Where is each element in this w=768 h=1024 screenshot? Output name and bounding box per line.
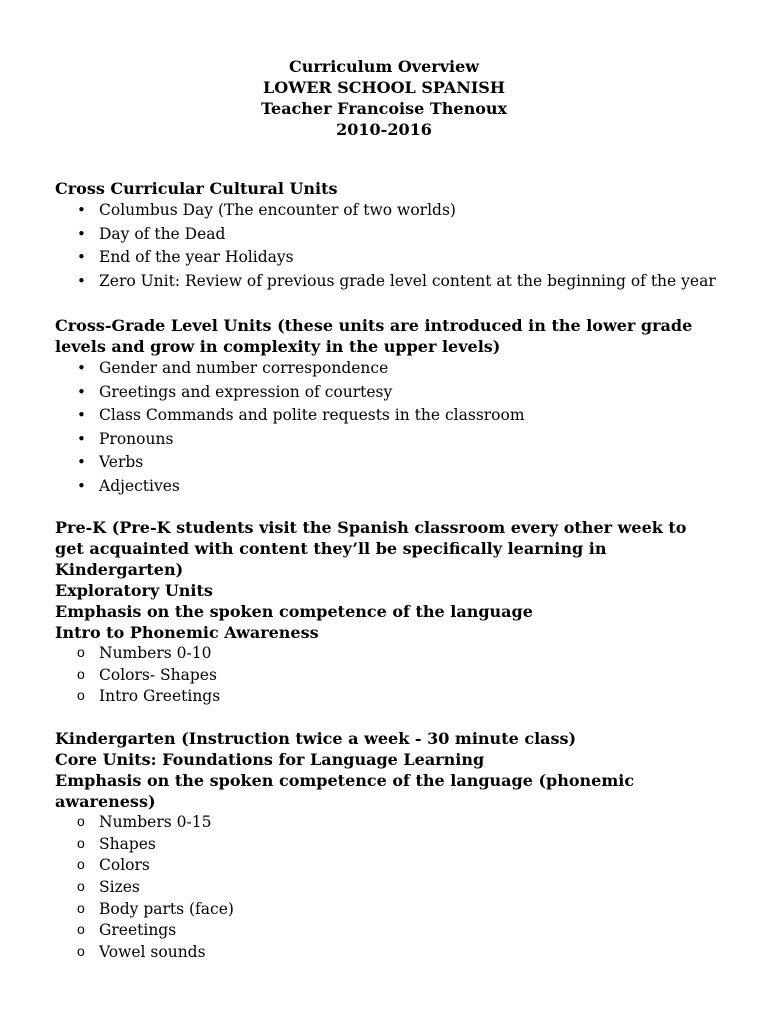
kindergarten-section <box>55 728 735 964</box>
section-subheading: Core Units: Foundations for Language Learning <box>55 750 485 769</box>
document-title-block <box>0 56 768 140</box>
list-item: o Numbers 0-15 <box>55 812 735 834</box>
section-heading: get acquainted with content they’ll be specifically learning in <box>55 539 607 558</box>
list-item: • Day of the Dead <box>55 223 735 247</box>
list-item: • End of the year Holidays <box>55 246 735 270</box>
circle-list <box>55 812 735 964</box>
cross-grade-section <box>55 315 735 498</box>
section-heading: Cross-Grade Level Units (these units are introduced in the lower grade <box>55 316 693 335</box>
list-item: • Pronouns <box>55 428 735 452</box>
section-subheading: Emphasis on the spoken competence of the language (phonemic <box>55 771 635 790</box>
bullet-list <box>55 357 735 498</box>
list-item: • Class Commands and polite requests in the classroom <box>55 404 735 428</box>
list-item: • Columbus Day (The encounter of two worlds) <box>55 199 735 223</box>
section-heading: Kindergarten) <box>55 560 184 579</box>
section-subheading: Exploratory Units <box>55 581 213 600</box>
list-item: o Colors <box>55 855 735 877</box>
bullet-list <box>55 199 735 293</box>
teacher-name: Teacher Francoise Thenoux <box>260 99 508 118</box>
list-item: • Gender and number correspondence <box>55 357 735 381</box>
subject-title: LOWER SCHOOL SPANISH <box>263 78 505 97</box>
cross-curricular-section <box>55 178 735 293</box>
section-subheading: Emphasis on the spoken competence of the language <box>55 602 533 621</box>
section-subheading: Intro to Phonemic Awareness <box>55 623 319 642</box>
section-heading: Pre-K (Pre-K students visit the Spanish classroom every other week to <box>55 518 687 537</box>
prek-section <box>55 517 735 708</box>
circle-list <box>55 643 735 708</box>
list-item: • Zero Unit: Review of previous grade level content at the beginning of the year <box>55 270 735 294</box>
list-item: o Colors- Shapes <box>55 665 735 687</box>
list-item: o Intro Greetings <box>55 686 735 708</box>
section-heading: Cross Curricular Cultural Units <box>55 179 338 198</box>
list-item: o Numbers 0-10 <box>55 643 735 665</box>
section-heading: levels and grow in complexity in the upper levels) <box>55 337 501 356</box>
list-item: o Shapes <box>55 834 735 856</box>
list-item: o Sizes <box>55 877 735 899</box>
list-item: • Greetings and expression of courtesy <box>55 381 735 405</box>
section-subheading: awareness) <box>55 792 156 811</box>
list-item: • Verbs <box>55 451 735 475</box>
list-item: o Body parts (face) <box>55 899 735 921</box>
list-item: • Adjectives <box>55 475 735 499</box>
document-title: Curriculum Overview <box>288 57 480 76</box>
list-item: o Vowel sounds <box>55 942 735 964</box>
year-range: 2010-2016 <box>336 120 432 139</box>
list-item: o Greetings <box>55 920 735 942</box>
section-heading: Kindergarten (Instruction twice a week - 30 minute class) <box>55 729 577 748</box>
